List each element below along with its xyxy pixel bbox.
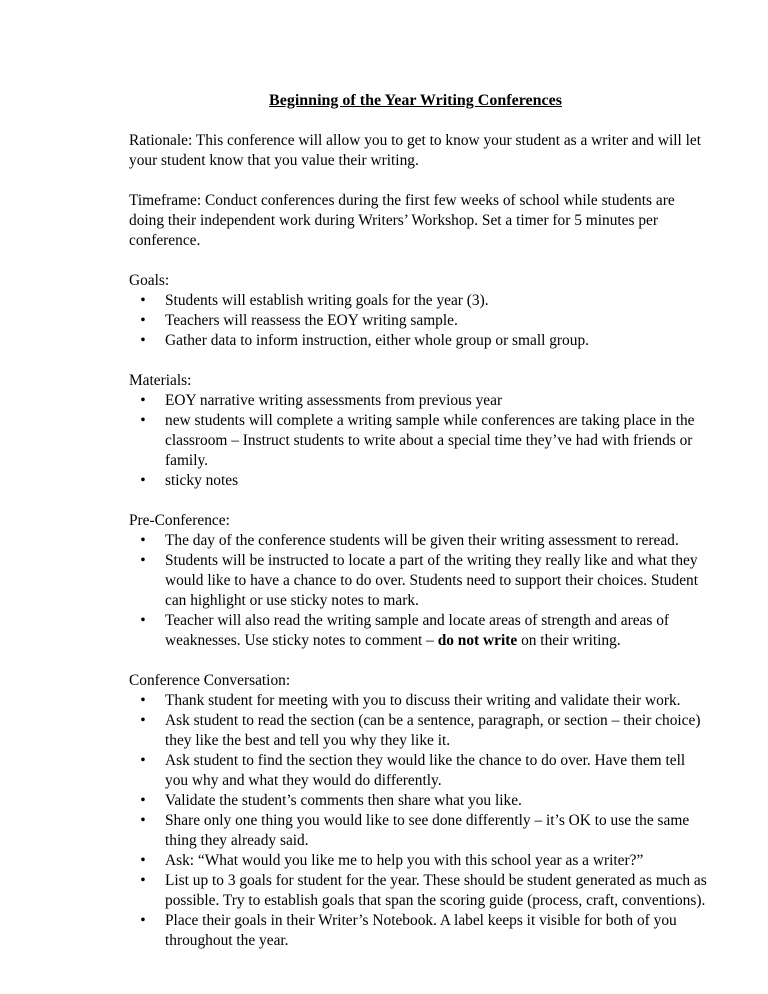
bullet-icon: • <box>140 392 146 409</box>
list-item-text: Place their goals in their Writer’s Notebook. A label keeps it visible for both of you throughout the year. <box>165 912 677 949</box>
pre-conference-section <box>129 511 708 651</box>
bullet-icon: • <box>140 532 146 549</box>
list-item-text: Ask: “What would you like me to help you with this school year as a writer?” <box>165 852 644 869</box>
bullet-icon: • <box>140 312 146 329</box>
emphasis-text: do not write <box>437 632 518 649</box>
timeframe-paragraph: Timeframe: Conduct conferences during the first few weeks of school while students are doing their independent work during Writers’ Workshop. Set a timer for 5 minutes per conference. <box>129 192 675 249</box>
list-item <box>138 551 708 611</box>
list-item-text: Gather data to inform instruction, either whole group or small group. <box>165 332 589 349</box>
bullet-icon: • <box>140 712 146 729</box>
list-item-text: The day of the conference students will be given their writing assessment to reread. <box>165 532 679 549</box>
materials-heading: Materials: <box>129 372 192 389</box>
bullet-icon: • <box>140 332 146 349</box>
list-item <box>138 291 708 311</box>
bullet-icon: • <box>140 692 146 709</box>
goals-heading: Goals: <box>129 272 170 289</box>
list-item <box>138 471 708 491</box>
list-item <box>138 331 708 351</box>
bullet-icon: • <box>140 472 146 489</box>
list-item <box>138 611 708 651</box>
bullet-icon: • <box>140 752 146 769</box>
materials-list <box>129 391 708 491</box>
bullet-icon: • <box>140 852 146 869</box>
list-item-text: Students will be instructed to locate a part of the writing they really like and what they would like to have a chance to do over. Students need to support their choices. Student can highlight or use sticky notes to mark. <box>165 552 698 609</box>
list-item <box>138 711 708 751</box>
list-item-text: new students will complete a writing sample while conferences are taking place in the classroom – Instruct students to write about a special time they’ve had with friends or family. <box>165 412 695 469</box>
conference-conversation-section <box>129 671 708 951</box>
list-item-text: EOY narrative writing assessments from previous year <box>165 392 503 409</box>
list-item <box>138 691 708 711</box>
bullet-icon: • <box>140 912 146 929</box>
list-item-text: Ask student to find the section they would like the chance to do over. Have them tell you why and what they would do differently. <box>165 752 686 789</box>
list-item <box>138 311 708 331</box>
list-item-text: Teacher will also read the writing sample and locate areas of strength and areas of weaknesses. Use sticky notes to comment – <box>165 612 670 649</box>
list-item <box>138 911 708 951</box>
list-item <box>138 391 708 411</box>
list-item-text: List up to 3 goals for student for the year. These should be student generated as much as possible. Try to establish goals that span the scoring guide (process, craft, conventions). <box>165 872 707 909</box>
list-item-text: Ask student to read the section (can be a sentence, paragraph, or section – their choice) they like the best and tell you why they like it. <box>165 712 701 749</box>
list-item <box>138 811 708 851</box>
list-item-text: Validate the student’s comments then share what you like. <box>165 792 522 809</box>
bullet-icon: • <box>140 872 146 889</box>
goals-section <box>129 271 708 351</box>
bullet-icon: • <box>140 292 146 309</box>
pre-conference-heading: Pre-Conference: <box>129 512 230 529</box>
list-item <box>138 751 708 791</box>
list-item <box>138 871 708 911</box>
bullet-icon: • <box>140 412 146 429</box>
pre-conference-list <box>129 531 708 651</box>
materials-section <box>129 371 708 491</box>
list-item-text: Share only one thing you would like to see done differently – it’s OK to use the same thing they already said. <box>165 812 690 849</box>
conference-conversation-list <box>129 691 708 951</box>
bullet-icon: • <box>140 552 146 569</box>
list-item <box>138 411 708 471</box>
list-item-text: Teachers will reassess the EOY writing sample. <box>165 312 458 329</box>
goals-list <box>129 291 708 351</box>
bullet-icon: • <box>140 792 146 809</box>
document-title: Beginning of the Year Writing Conferences <box>269 92 562 109</box>
list-item <box>138 531 708 551</box>
bullet-icon: • <box>140 612 146 629</box>
list-item-text-tail: on their writing. <box>517 632 621 649</box>
rationale-paragraph: Rationale: This conference will allow you to get to know your student as a writer and will let your student know that you value their writing. <box>129 132 702 169</box>
list-item <box>138 851 708 871</box>
bullet-icon: • <box>140 812 146 829</box>
list-item-text: Students will establish writing goals for the year (3). <box>165 292 489 309</box>
list-item-text: Thank student for meeting with you to discuss their writing and validate their work. <box>165 692 681 709</box>
conference-conversation-heading: Conference Conversation: <box>129 672 291 689</box>
list-item-text: sticky notes <box>165 472 239 489</box>
list-item <box>138 791 708 811</box>
